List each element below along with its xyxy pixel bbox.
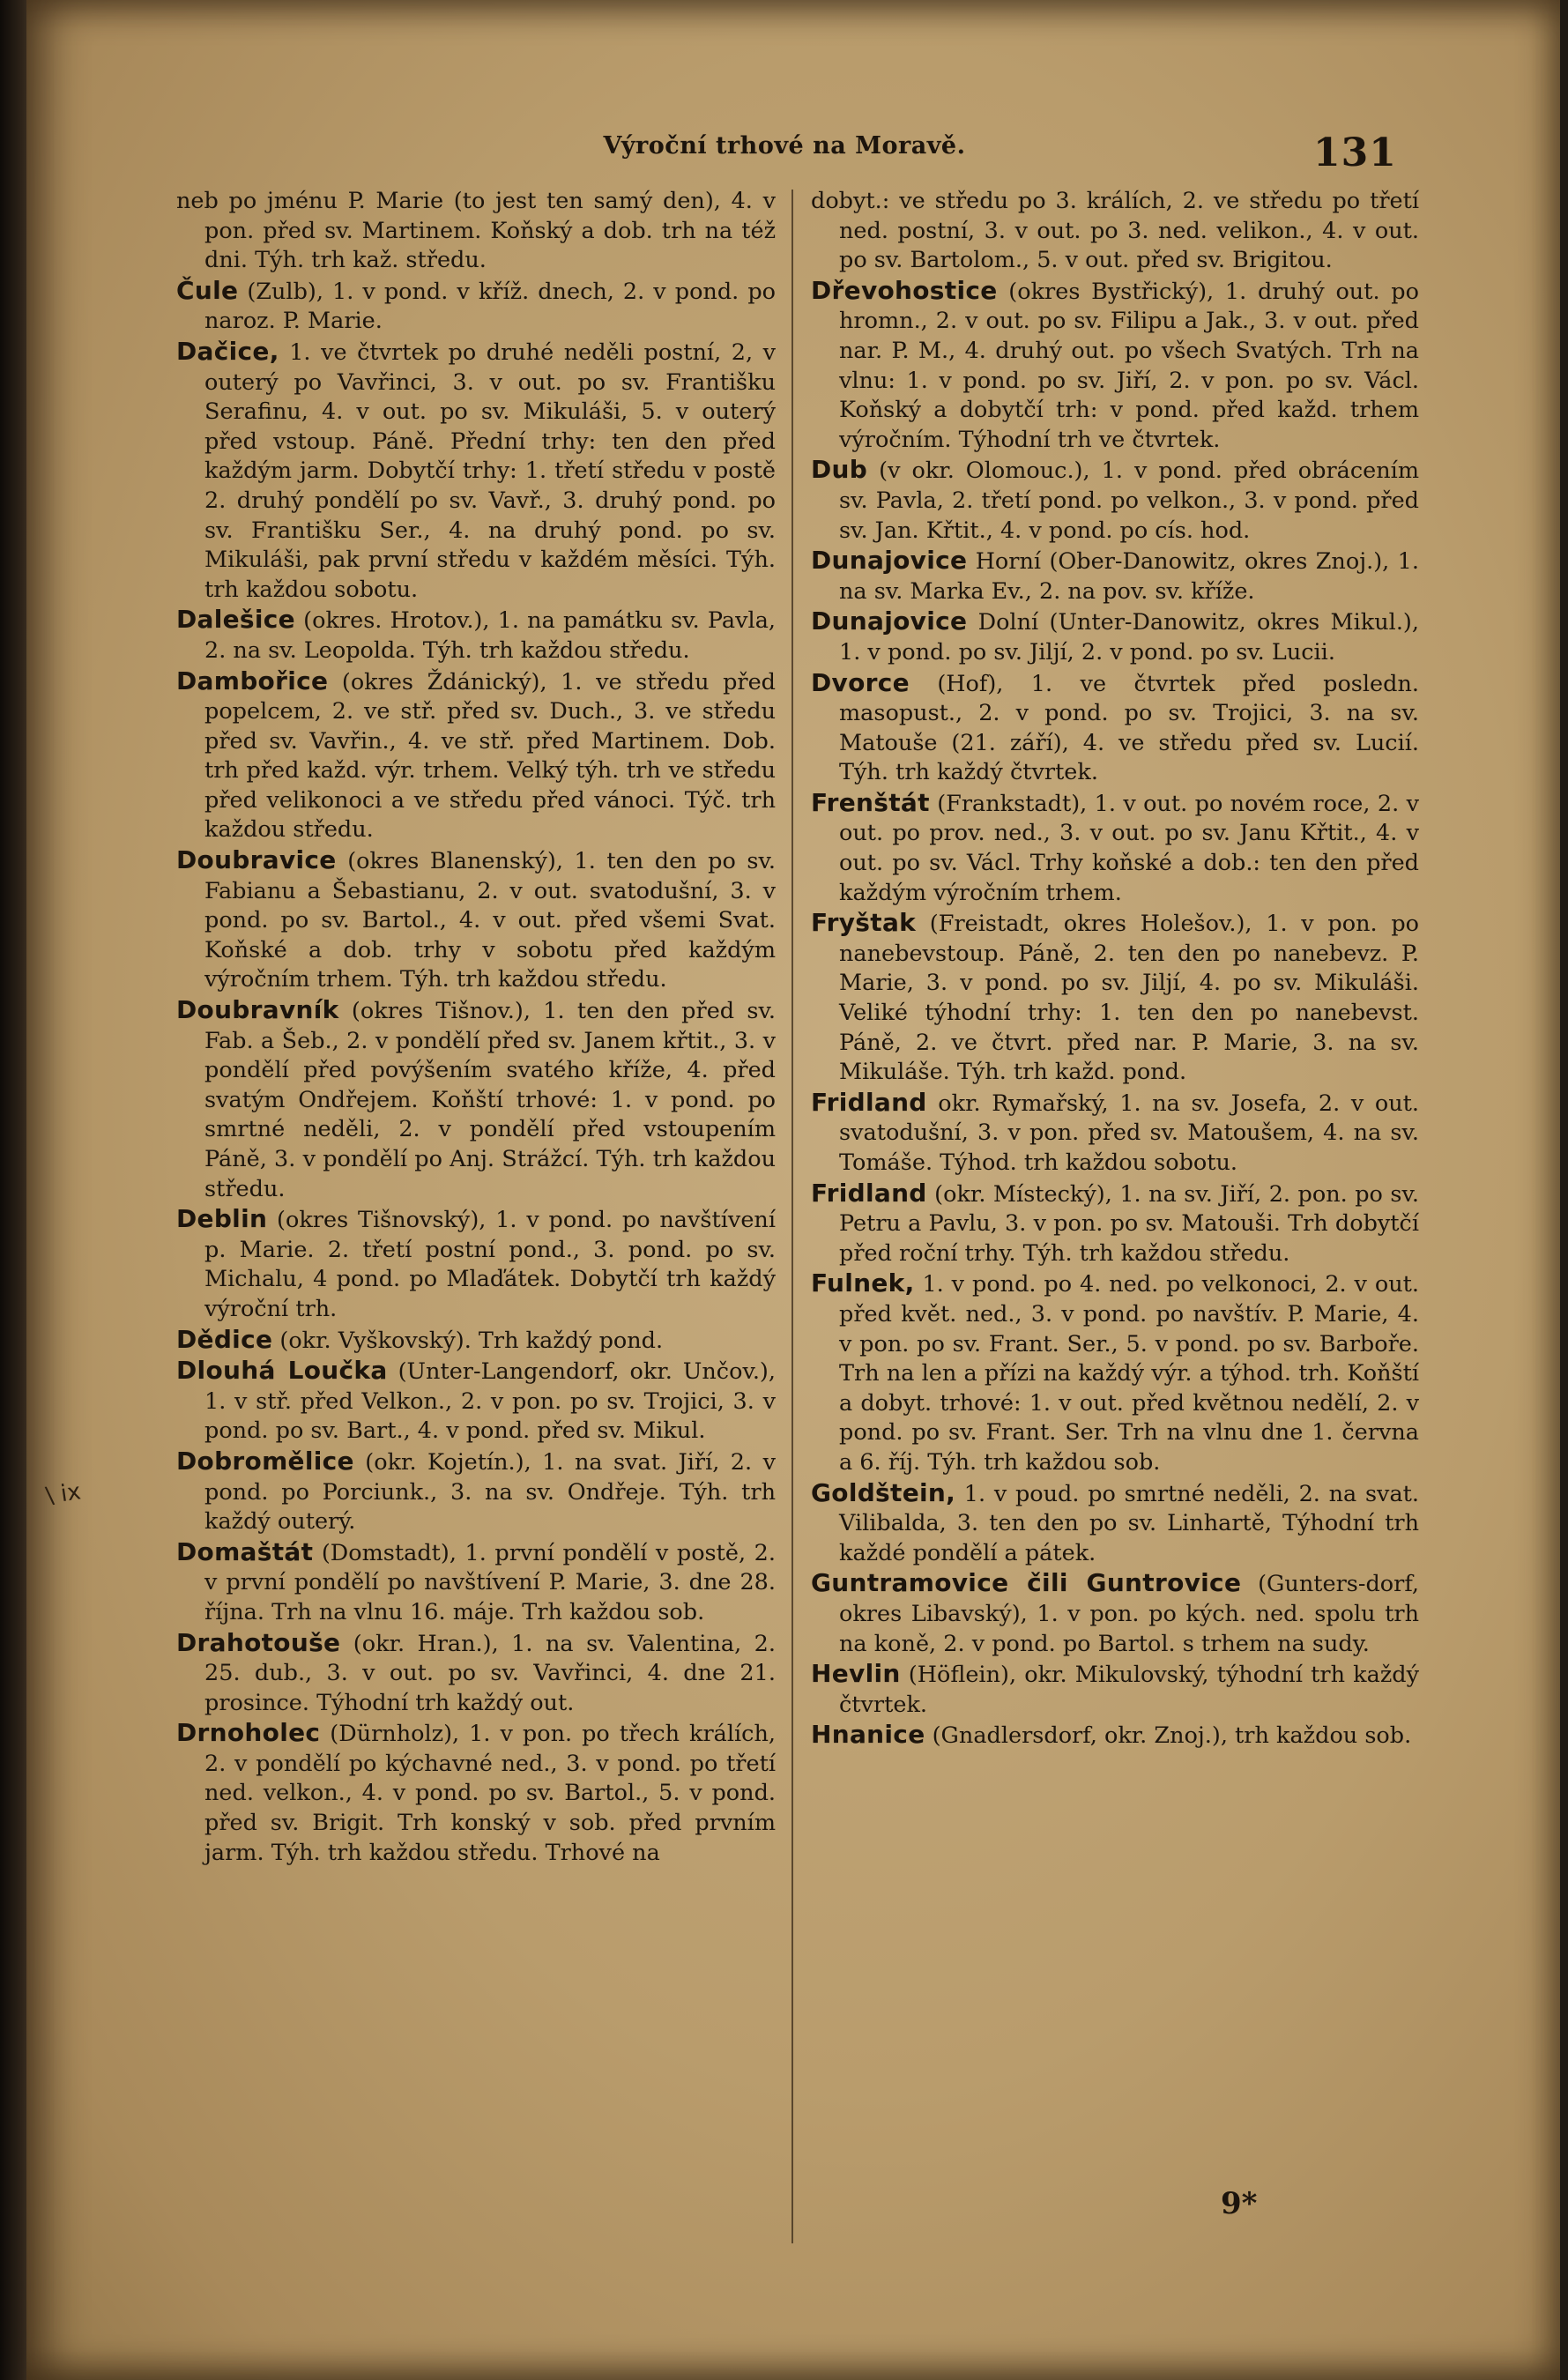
gazetteer-entry: [811, 1088, 1419, 1179]
entry-text: (okres Bystřický), 1. druhý out. po hromn., 2. v out. po sv. Filipu a Jak., 3. v out. před nar. P. M., 4. druhý out. po všech Svatých. Trh na vlnu: 1. v pond. po sv. Jiří, 2. v pon. po sv. Václ. Koňský a dobytčí trh: v pond. před každ. trhem výročním. Týhodní trh ve čtvrtek.: [839, 278, 1419, 453]
column-divider: [791, 190, 793, 2243]
entry-text: 1. v pond. po 4. ned. po velkonoci, 2. v out. před květ. ned., 3. v pond. po navštív. P. Marie, 4. v pon. po sv. Frant. Ser., 5. v pond. po sv. Barboře. Trh na len a přízi na každý výr. a týhod. trh. Koňští a dobyt. trhové: 1. v out. před květnou nedělí, 2. v pond. po sv. Frant. Ser. Trh na vlnu dne 1. června a 6. říj. Týh. trh každou sob.: [839, 1271, 1419, 1476]
entry-headword: Guntramovice čili Guntrovice: [811, 1568, 1242, 1598]
entry-text: 1. ve čtvrtek po druhé neděli postní, 2, v outerý po Vavřinci, 3. v out. po sv. Františku Serafinu, 4. v out. po sv. Mikuláši, 5. v outerý před vstoup. Páně. Přední trhy: ten den před každým jarm. Dobytčí trhy: 1. třetí středu v postě 2. druhý pondělí po sv. Vavř., 3. druhý pond. po sv. Františku Ser., 4. na druhý pond. po sv. Mikuláši, pak první středu v každém měsíci. Týh. trh každou sobotu.: [204, 338, 776, 603]
entry-headword: Dambořice: [176, 666, 329, 695]
entry-headword: Dunajovice: [811, 606, 968, 636]
entry-text: (okres Ždánický), 1. ve středu před popelcem, 2. ve stř. před sv. Duch., 3. ve středu před sv. Vavřin., 4. ve stř. před Martinem. Dob. trh před každ. výr. trhem. Velký týh. trh ve středu před velikonoci a ve středu před vánoci. Týč. trh každou středu.: [204, 668, 776, 844]
gazetteer-entry: [176, 1447, 776, 1537]
entry-headword: Dačice,: [176, 336, 279, 366]
gazetteer-entry: [811, 1478, 1419, 1569]
entry-text: (Höflein), okr. Mikulovský, týhodní trh každý čtvrtek.: [839, 1662, 1419, 1718]
gazetteer-entry: [811, 788, 1419, 908]
entry-text: (okr. Místecký), 1. na sv. Jiří, 2. pon. po sv. Petru a Pavlu, 3. v pon. po sv. Matouši. Trh dobytčí před roční trhy. Týh. trh každou středu.: [839, 1180, 1419, 1267]
gazetteer-entry: [811, 1568, 1419, 1659]
entry-text: (v okr. Olomouc.), 1. v pond. před obrácením sv. Pavla, 2. třetí pond. po velkon., 3. v pond. před sv. Jan. Křtit., 4. v pond. po cís. hod.: [839, 457, 1420, 544]
gazetteer-entry: [811, 276, 1419, 456]
entry-headword: Dub: [811, 455, 868, 485]
entry-text: (Domstadt), 1. první pondělí v postě, 2. v první pondělí po navštívení P. Marie, 3. dne 28. října. Trh na vlnu 16. máje. Trh každou sob.: [204, 1539, 776, 1625]
entry-text: (okres Blanenský), 1. ten den po sv. Fabianu a Šebastianu, 2. v out. svatodušní, 3. v pond. po sv. Bartol., 4. v out. před všemi Svat. Koňské a dob. trhy v sobotu před každým výročním trhem. Týh. trh každou středu.: [204, 848, 777, 993]
entry-text: Horní (Ober-Danowitz, okres Znoj.), 1. na sv. Marka Ev., 2. na pov. sv. kříže.: [839, 548, 1419, 605]
entry-headword: Čule: [176, 275, 239, 305]
entry-text: (Dürnholz), 1. v pon. po třech králích, 2. v pondělí po kýchavné ned., 3. v pond. po třetí ned. velkon., 4. v pond. po sv. Bartol., 5. v pond. před sv. Brigit. Trh konský v sob. před prvním jarm. Týh. trh každou středu. Trhové na: [204, 1721, 776, 1866]
entry-text: (okres Tišnovský), 1. v pond. po navštívení p. Marie. 2. třetí postní pond., 3. pond. po sv. Michalu, 4 pond. po Mlaďátek. Dobytčí trh každý výroční trh.: [204, 1207, 776, 1322]
entry-text: (okres. Hrotov.), 1. na památku sv. Pavla, 2. na sv. Leopolda. Týh. trh každou středu.: [204, 607, 776, 664]
entry-text: dobyt.: ve středu po 3. králích, 2. ve středu po třetí ned. postní, 3. v out. po 3. ned. velikon., 4. v out. po sv. Bartolom., 5. v out. před sv. Brigitou.: [811, 188, 1419, 274]
entry-headword: Drnoholec: [176, 1718, 321, 1748]
entry-text: Dolní (Unter-Danowitz, okres Mikul.), 1. v pond. po sv. Jiljí, 2. v pond. po sv. Lucii.: [839, 609, 1419, 666]
entry-headword: Frenštát: [811, 787, 930, 817]
entry-headword: Fulnek,: [811, 1268, 915, 1298]
right-column: [811, 187, 1419, 1752]
gazetteer-entry: [811, 1659, 1419, 1720]
gazetteer-entry: [176, 1718, 776, 1868]
gazetteer-entry: [176, 845, 776, 995]
gazetteer-entry: [176, 1537, 776, 1628]
gazetteer-entry: [176, 605, 776, 666]
gazetteer-entry: [176, 1356, 776, 1447]
entry-headword: Drahotouše: [176, 1627, 341, 1657]
entry-text: neb po jménu P. Marie (to jest ten samý den), 4. v pon. před sv. Martinem. Koňský a dob. trh na též dni. Týh. trh kaž. středu.: [176, 188, 776, 274]
entry-headword: Dvorce: [811, 667, 910, 697]
entry-text: (Frankstadt), 1. v out. po novém roce, 2. v out. po prov. ned., 3. v out. po sv. Janu Křtit., 4. v out. po sv. Václ. Trhy koňské a dob.: ten den před každým výročním trhem.: [839, 790, 1419, 906]
running-title: Výroční trhové na Moravě.: [603, 132, 966, 160]
gazetteer-entry: [811, 546, 1419, 606]
entry-headword: Dobromělice: [176, 1446, 354, 1476]
gazetteer-entry: [176, 995, 776, 1204]
gazetteer-entry: [811, 1268, 1419, 1477]
entry-headword: Fridland: [811, 1087, 927, 1117]
gazetteer-entry: [811, 908, 1419, 1088]
gazetteer-entry: [176, 1325, 776, 1357]
entry-headword: Doubravice: [176, 845, 337, 875]
gazetteer-entry: [811, 455, 1419, 546]
gazetteer-entry: [811, 1720, 1419, 1752]
entry-headword: Hnanice: [811, 1720, 925, 1750]
gazetteer-entry: [811, 1179, 1419, 1269]
left-column: [176, 187, 776, 1868]
entry-headword: Dřevohostice: [811, 275, 998, 305]
entry-text: (Gnadlersdorf, okr. Znoj.), trh každou sob.: [932, 1722, 1412, 1750]
gazetteer-entry: [176, 1628, 776, 1719]
entry-text: (okr. Kojetín.), 1. na svat. Jiří, 2. v pond. po Porciunk., 3. na sv. Ondřeje. Týh. trh každý outerý.: [204, 1448, 776, 1536]
page-number: 131: [1313, 130, 1397, 175]
entry-headword: Dědice: [176, 1324, 273, 1354]
entry-headword: Dalešice: [176, 605, 295, 635]
entry-text: 1. v poud. po smrtné neděli, 2. na svat. Vilibalda, 3. ten den po sv. Linhartě, Týhodní trh každé pondělí a pátek.: [839, 1480, 1419, 1566]
entry-text: (Gunters-dorf, okres Libavský), 1. v pon. po kých. ned. spolu trh na koně, 2. v pond. po Bartol. s trhem na sudy.: [839, 1571, 1419, 1657]
entry-headword: Dlouhá Loučka: [176, 1356, 388, 1386]
gazetteer-entry: [811, 668, 1419, 788]
entry-headword: Goldštein,: [811, 1477, 956, 1507]
entry-text: (okr. Hran.), 1. na sv. Valentina, 2. 25. dub., 3. v out. po sv. Vavřinci, 4. dne 21. prosince. Týhodní trh každý out.: [204, 1630, 776, 1716]
signature-mark: 9*: [1221, 2186, 1258, 2221]
gazetteer-entry: [176, 666, 776, 846]
entry-text: (Unter-Langendorf, okr. Unčov.), 1. v stř. před Velkon., 2. v pon. po sv. Trojici, 3. v pond. po sv. Bart., 4. v pond. před sv. Mikul.: [204, 1358, 776, 1445]
gazetteer-entry: [811, 187, 1419, 276]
gazetteer-entry: [176, 337, 776, 605]
entry-headword: Fryštak: [811, 908, 917, 938]
entry-text: (Hof), 1. ve čtvrtek před posledn. masopust., 2. v pond. po sv. Trojici, 3. na sv. Matouše (21. září), 4. ve středu před sv. Lucií. Týh. trh každý čtvrtek.: [839, 670, 1419, 786]
gazetteer-entry: [176, 276, 776, 337]
entry-text: (okr. Vyškovský). Trh každý pond.: [279, 1327, 664, 1354]
entry-text: okr. Rymařský, 1. na sv. Josefa, 2. v out. svatodušní, 3. v pon. před sv. Matoušem, 4. na sv. Tomáše. Týhod. trh každou sobotu.: [839, 1090, 1419, 1176]
entry-text: (okres Tišnov.), 1. ten den před sv. Fab. a Šeb., 2. v pondělí před sv. Janem křtit., 3. v pondělí před povýšením svatého kříže, 4. před svatým Ondřejem. Koňští trhové: 1. v pond. po smrtné neděli, 2. v pondělí před vstoupením Páně, 3. v pondělí po Anj. Strážcí. Týh. trh každou středu.: [204, 998, 777, 1202]
entry-headword: Domaštát: [176, 1536, 314, 1566]
gazetteer-entry: [176, 187, 776, 276]
gazetteer-entry: [811, 606, 1419, 667]
entry-headword: Doubravník: [176, 995, 339, 1025]
entry-headword: Fridland: [811, 1178, 927, 1208]
gazetteer-entry: [176, 1204, 776, 1324]
entry-headword: Dunajovice: [811, 546, 968, 576]
book-page: [26, 0, 1560, 2380]
entry-text: (Freistadt, okres Holešov.), 1. v pon. po nanebevstoup. Páně, 2. ten den po nanebevz. P. Marie, 3. v pond. po sv. Jiljí, 4. po sv. Mikuláši. Veliké týhodní trhy: 1. ten den po nanebevst. Páně, 2. ve čtvrt. před nar. P. Marie, 3. na sv. Mikuláše. Týh. trh každ. pond.: [839, 911, 1419, 1086]
entry-headword: Hevlin: [811, 1659, 901, 1689]
margin-annotation: \ ix: [44, 1478, 83, 1510]
entry-headword: Deblin: [176, 1204, 268, 1234]
entry-text: (Zulb), 1. v pond. v kříž. dnech, 2. v pond. po naroz. P. Marie.: [204, 278, 776, 335]
